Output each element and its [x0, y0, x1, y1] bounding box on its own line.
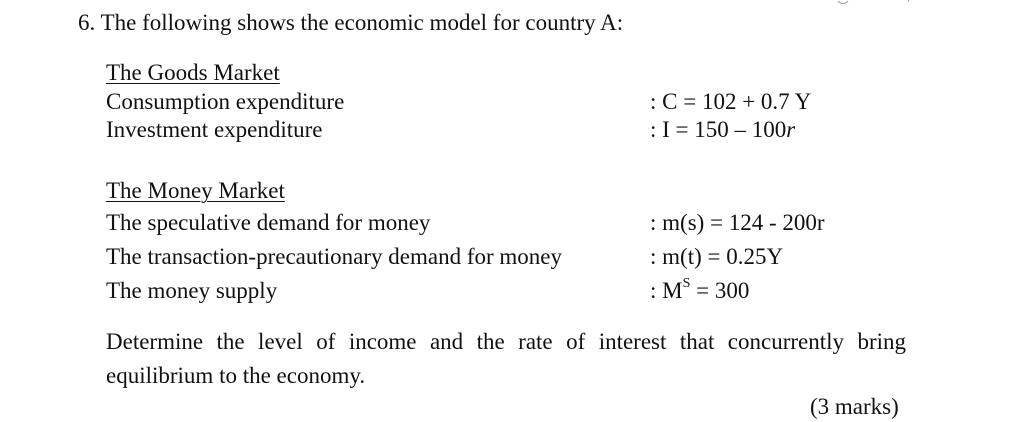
money-supply-value: = 300 [690, 278, 750, 303]
cropped-top-mark-left [835, 0, 851, 4]
speculative-demand-equation-text: m(s) = 124 - 200r [662, 210, 825, 235]
instruction-paragraph: Determine the level of income and the rate of interest that concurrently bring equilibrium to the economy. [106, 329, 906, 388]
speculative-demand-label: The speculative demand for money [106, 210, 431, 235]
equation-prefix: : [650, 210, 657, 235]
investment-label: Investment expenditure [106, 117, 323, 142]
question-number: 6. [78, 10, 96, 35]
transaction-demand-label: The transaction-precautionary demand for money [106, 244, 562, 269]
investment-equation [650, 118, 795, 141]
equation-prefix: : [650, 278, 657, 303]
money-market-heading: The Money Market [106, 178, 285, 203]
consumption-label: Consumption expenditure [106, 89, 345, 114]
question-intro: The following shows the economic model for country A: [100, 10, 624, 35]
consumption-equation-text: C = 102 + 0.7 Y [662, 89, 812, 114]
question-line [78, 11, 623, 34]
transaction-demand-equation-text: m(t) = 0.25Y [662, 244, 784, 269]
investment-equation-variable: r [786, 117, 796, 142]
equation-prefix: : [650, 244, 657, 269]
goods-market-heading: The Goods Market [106, 60, 280, 85]
transaction-demand-equation [650, 245, 783, 268]
cropped-top-mark-right [895, 0, 911, 4]
money-supply-equation [650, 276, 750, 303]
marks-label: (3 marks) [810, 394, 899, 419]
consumption-equation [650, 90, 811, 113]
money-supply-symbol: M [662, 278, 683, 303]
equation-prefix: : [650, 89, 657, 114]
investment-equation-text: I = 150 – 100 [662, 117, 787, 142]
money-supply-superscript: S [682, 276, 691, 292]
equation-prefix: : [650, 117, 657, 142]
money-supply-label: The money supply [106, 278, 278, 303]
speculative-demand-equation [650, 211, 825, 234]
